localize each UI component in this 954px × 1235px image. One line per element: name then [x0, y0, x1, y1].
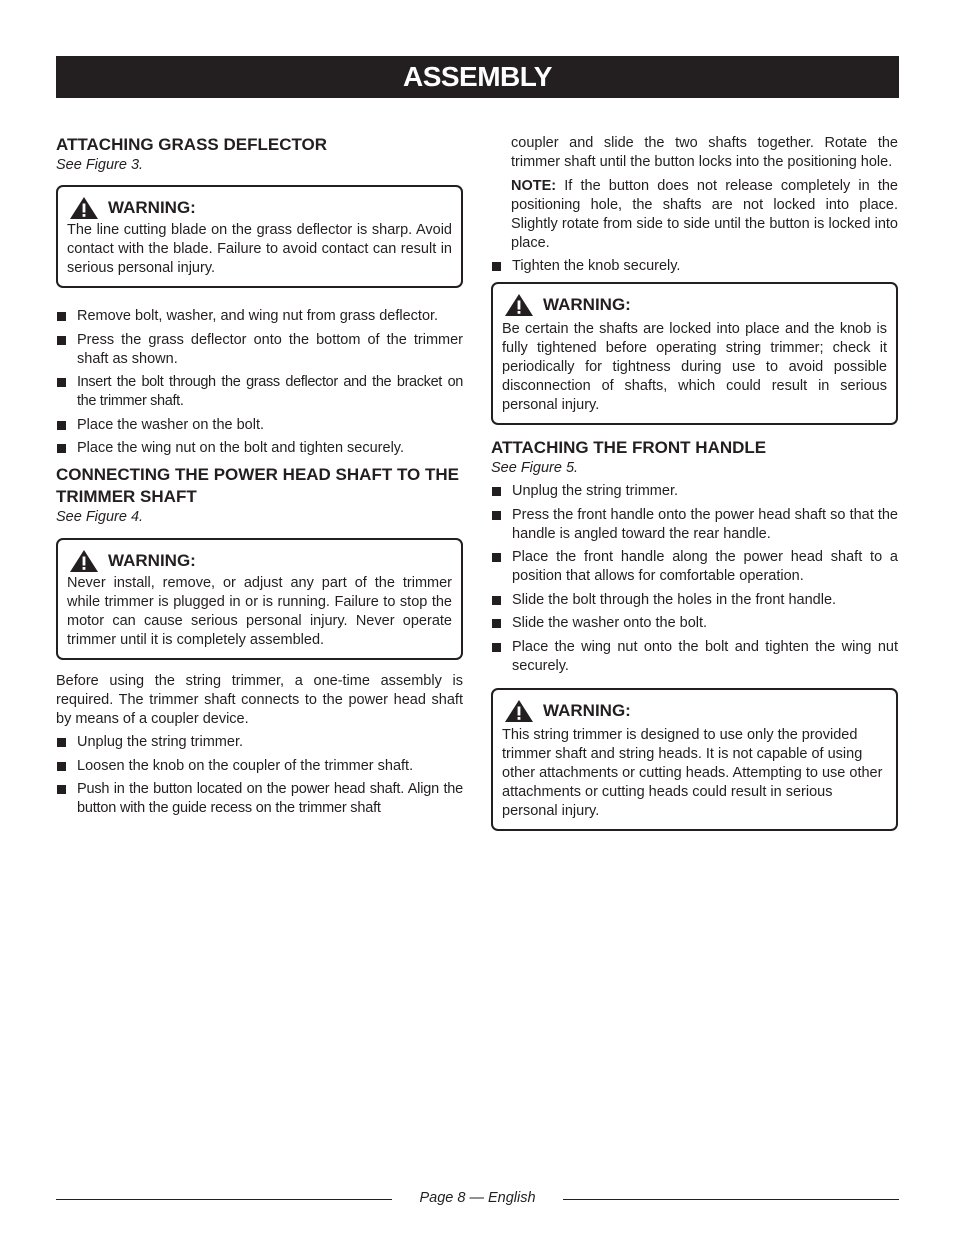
bullet-square-icon — [57, 378, 66, 387]
warning-text: Never install, remove, or adjust any part of the trimmer while trimmer is plugged in or is running. Failure to stop the motor can cause serious personal injury. Never operate trimmer until it is completely assembled. — [67, 575, 452, 648]
warning-text: This string trimmer is designed to use only the provided trimmer shaft and string heads. It is not capable of using other attachments or cutting heads. Attempting to use other attachments or cutting heads could result in serious personal injury. — [502, 726, 883, 819]
warning-text: Be certain the shafts are locked into place and the knob is fully tightened before operating string trimmer; check it periodically for tightness during use to avoid possible disconnection of shafts, which could result in serious personal injury. — [502, 321, 887, 413]
warning-title: WARNING: — [543, 700, 631, 720]
warning-box-blade — [56, 185, 463, 288]
heading-grass-deflector: ATTACHING GRASS DEFLECTOR — [56, 135, 328, 154]
warning-title: WARNING: — [108, 198, 196, 217]
see-figure-3: See Figure 3. — [56, 157, 144, 173]
bullet-square-icon — [57, 444, 66, 453]
heading-connect-shafts: CONNECTING THE POWER HEAD SHAFT TO THE TRIMMER SHAFT — [56, 465, 459, 506]
left-column — [56, 134, 463, 823]
warning-title: WARNING: — [543, 295, 631, 314]
list-item: Press the grass deflector onto the bottom of the trimmer shaft as shown. — [56, 331, 463, 369]
see-figure-4: See Figure 4. — [56, 509, 144, 525]
list-item: Place the washer on the bolt. — [56, 416, 463, 435]
list-item: Place the wing nut on the bolt and tighten securely. — [56, 439, 463, 458]
list-item: Slide the washer onto the bolt. — [491, 614, 898, 633]
warning-triangle-icon — [504, 293, 534, 317]
footer-rule-right — [563, 1199, 899, 1200]
bullet-square-icon — [57, 762, 66, 771]
footer-rule-left — [56, 1199, 392, 1200]
bullet-square-icon — [57, 312, 66, 321]
bullet-square-icon — [492, 643, 501, 652]
bullet-square-icon — [492, 596, 501, 605]
continued-paragraph: coupler and slide the two shafts together. Rotate the trimmer shaft until the button locks into the positioning hole. — [511, 135, 898, 170]
list-item: Push in the button located on the power head shaft. Align the button with the guide recess on the trimmer shaft — [56, 780, 463, 818]
section-banner: ASSEMBLY — [56, 56, 899, 98]
bullet-square-icon — [492, 262, 501, 271]
bullet-square-icon — [57, 785, 66, 794]
note-text: If the button does not release completely in the positioning hole, the shafts are not locked into place. Slightly rotate from side to side until the button is locked into place. — [511, 178, 898, 251]
bullet-square-icon — [57, 738, 66, 747]
warning-text: The line cutting blade on the grass deflector is sharp. Avoid contact with the blade. Failure to avoid contact can result in serious personal injury. — [67, 222, 452, 276]
list-item: Place the wing nut onto the bolt and tighten the wing nut securely. — [491, 638, 898, 676]
warning-title: WARNING: — [108, 551, 196, 570]
note-label: NOTE: — [511, 178, 557, 194]
list-item: Insert the bolt through the grass deflector and the bracket on the trimmer shaft. — [56, 373, 463, 411]
connect-shaft-steps — [56, 733, 463, 818]
see-figure-5: See Figure 5. — [491, 460, 579, 476]
warning-box-install — [56, 538, 463, 660]
warning-triangle-icon — [504, 699, 534, 723]
warning-header — [67, 548, 452, 574]
bullet-square-icon — [57, 421, 66, 430]
warning-header — [502, 698, 887, 724]
list-item: Unplug the string trimmer. — [491, 482, 898, 501]
warning-triangle-icon — [69, 549, 99, 573]
list-item: Tighten the knob securely. — [491, 257, 898, 276]
tighten-steps — [491, 257, 898, 276]
page-number: Page 8 — English — [419, 1190, 536, 1206]
warning-header — [502, 292, 887, 318]
bullet-square-icon — [57, 336, 66, 345]
list-item: Unplug the string trimmer. — [56, 733, 463, 752]
list-item: Press the front handle onto the power head shaft so that the handle is angled toward the rear handle. — [491, 506, 898, 544]
warning-box-attachments — [491, 688, 898, 831]
list-item: Slide the bolt through the holes in the front handle. — [491, 591, 898, 610]
front-handle-steps — [491, 482, 898, 676]
grass-deflector-steps — [56, 307, 463, 458]
list-item: Place the front handle along the power head shaft to a position that allows for comfortable operation. — [491, 548, 898, 586]
assembly-intro-paragraph: Before using the string trimmer, a one-time assembly is required. The trimmer shaft connects to the power head shaft by means of a coupler device. — [56, 673, 463, 727]
bullet-square-icon — [492, 619, 501, 628]
bullet-square-icon — [492, 553, 501, 562]
note-paragraph — [491, 177, 898, 253]
heading-front-handle: ATTACHING THE FRONT HANDLE — [491, 438, 767, 457]
list-item: Loosen the knob on the coupler of the trimmer shaft. — [56, 757, 463, 776]
page-footer — [0, 1188, 954, 1208]
warning-triangle-icon — [69, 196, 99, 220]
bullet-square-icon — [492, 487, 501, 496]
warning-box-shafts-locked — [491, 282, 898, 425]
right-column — [491, 134, 898, 843]
warning-header — [67, 195, 452, 221]
list-item: Remove bolt, washer, and wing nut from grass deflector. — [56, 307, 463, 326]
bullet-square-icon — [492, 511, 501, 520]
